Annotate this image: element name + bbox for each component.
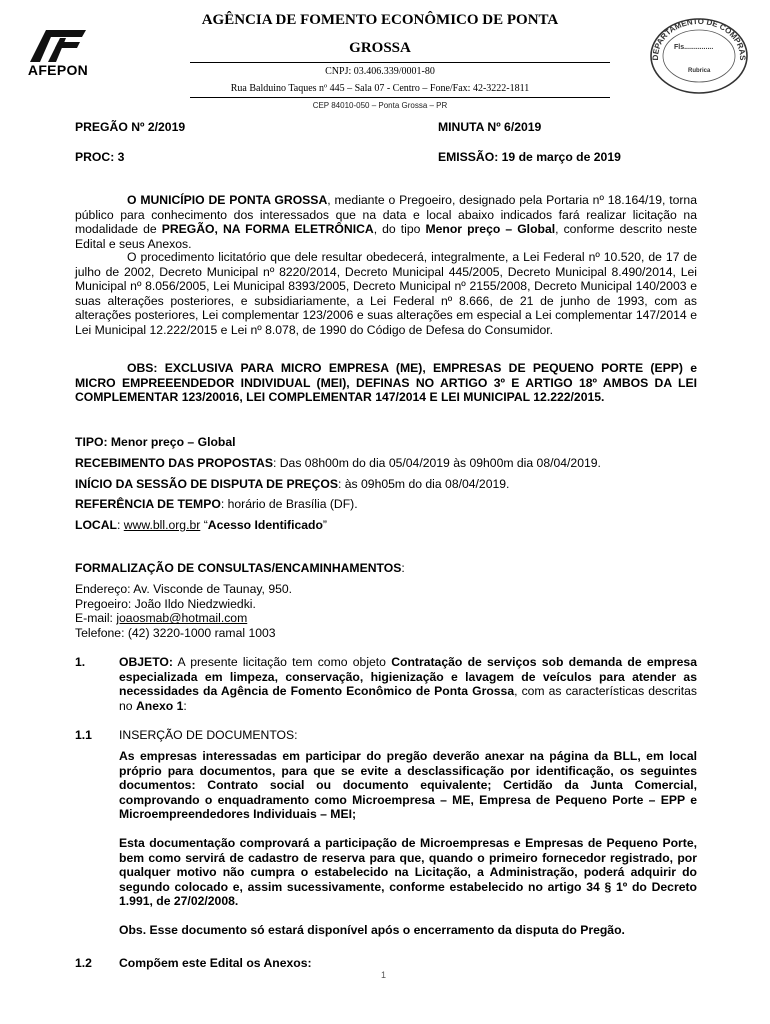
email-link[interactable]: joaosmab@hotmail.com <box>116 611 248 626</box>
formalizacao-title-text: FORMALIZAÇÃO DE CONSULTAS/ENCAMINHAMENTOS <box>75 561 402 575</box>
tipo-value: : Menor preço – Global <box>103 435 236 449</box>
recebimento-value: : Das 08h00m do dia 05/04/2019 às 09h00m dia 08/04/2019. <box>272 456 601 470</box>
emissao-date: EMISSÃO: 19 de março de 2019 <box>438 150 621 164</box>
objeto-text-a: A presente licitação tem como objeto <box>172 655 392 669</box>
email-line <box>75 611 292 626</box>
objeto-label: OBJETO: <box>119 655 173 669</box>
bll-link[interactable]: www.bll.org.br <box>123 518 201 532</box>
header-divider-top <box>190 62 610 63</box>
logo <box>20 26 96 78</box>
stamp-seal-icon <box>648 14 750 94</box>
section-1-1-paragraph-3: Obs. Esse documento só estará disponível após o encerramento da disputa do Pregão. <box>119 923 625 937</box>
minuta-number: MINUTA Nº 6/2019 <box>438 120 542 134</box>
pregao-number: PREGÃO Nº 2/2019 <box>75 120 186 134</box>
stamp-rubrica: Rubrica <box>688 68 711 74</box>
intro-paragraph-1 <box>75 193 697 251</box>
referencia-label: REFERÊNCIA DE TEMPO <box>75 497 221 511</box>
local-label: LOCAL <box>75 518 117 532</box>
formalizacao-colon: : <box>401 561 405 575</box>
contact-block <box>75 582 292 640</box>
acesso-identificado-text: Acesso Identificado <box>207 518 323 532</box>
local-sep: : <box>116 518 124 532</box>
anexo-1-ref: Anexo 1 <box>135 698 184 713</box>
formalizacao-title <box>75 561 405 576</box>
recebimento-line <box>75 456 601 471</box>
endereco-text: Endereço: Av. Visconde de Taunay, 950. <box>75 582 293 596</box>
section-1-1-title: INSERÇÃO DE DOCUMENTOS: <box>119 728 298 742</box>
modalidade-text: PREGÃO, NA FORMA ELETRÔNICA <box>161 222 374 237</box>
svg-text:DEPARTAMENTO DE COMPRAS: DEPARTAMENTO DE COMPRAS <box>650 16 748 61</box>
intro-p1-text-b: , do tipo <box>373 222 426 237</box>
page-number: 1 <box>381 970 387 980</box>
pregoeiro-text: Pregoeiro: João Ildo Niedzwiedki. <box>75 596 256 611</box>
inicio-label: INÍCIO DA SESSÃO DE DISPUTA DE PREÇOS <box>75 477 338 491</box>
stamp-fls: Fls............... <box>674 44 714 51</box>
local-quote-close: ” <box>322 518 327 532</box>
section-1-objeto <box>119 655 697 713</box>
department-stamp <box>648 14 750 94</box>
tipo-label: TIPO <box>75 435 104 449</box>
intro-paragraph-2: O procedimento licitatório que dele resultar obedecerá, integralmente, a Lei Federal nº 10.520, de 17 de julho de 2002, Decreto Municipal nº 8220/2014, Decreto Municipal 445/2005, Decreto Municipal 8.490/2014, Lei Municipal nº 8.056/2005, Lei Municipal 8393/2005, Decreto Municipal nº 2155/2008, Decreto Municipal 140/2003 e suas alterações posteriores, e subsidiariamente, a Lei Federal nº 8.666, de 21 de junho de 1993, com as alterações posteriores, Lei complementar 123/2006 e suas alterações em especial a Lei complementar 147/2014 e Lei Municipal 12.222/2015 e Lei nº 8.078, de 1990 do Código de Defesa do Consumidor. <box>75 250 697 337</box>
inicio-line <box>75 477 509 492</box>
inicio-value: : às 09h05m do dia 08/04/2019. <box>337 477 510 491</box>
address-text: Rua Balduino Taques nº 445 – Sala 07 - Centro – Fone/Fax: 42-3222-1811 <box>230 83 530 94</box>
intro-p1-text-a: , mediante o Pregoeiro, designado pela Portaria nº 18.164/19, torna público para conhecimento dos interessados que na data e local abaixo indicados fará realizar licitação na modalidade de <box>75 193 697 237</box>
section-1-2-title: Compõem este Edital os Anexos: <box>119 956 312 970</box>
objeto-description: Contratação de serviços sob demanda de empresa especializada em limpeza, conservação, higienização e lavagem de veículos para atender as necessidades da Agência de Fomento Econômico de Ponta Grossa <box>119 655 697 699</box>
section-1-1-paragraph-2: Esta documentação comprovará a participação de Microempresas e Empresas de Pequeno Porte, bem como servirá de cadastro de reserva para que, quando o primeiro fornecedor registrado, por qualquer motivo não cumpra o estabelecido na Licitação, a Administração, poderá adquirir do segundo colocado e, assim sucessivamente, conforme estabelecido no artigo 34 § 1º do Decreto 1.991, de 27/02/2008. <box>119 836 697 909</box>
section-1-1-paragraph-1: As empresas interessadas em participar do pregão deverão anexar na página da BLL, em local próprio para documentos, para que se evite a desclassificação por identificação, os seguintes documentos: Contrato social ou documento equivalente; Certidão da Junta Comercial, comprovando o enquadramento como Microempresa – ME, Empresa de Pequeno Porte – EPP e Microempreendedores Individuais – MEI; <box>119 749 697 822</box>
referencia-line <box>75 497 358 512</box>
header-divider-bottom <box>190 97 610 98</box>
afepon-logo-icon <box>20 26 96 64</box>
section-1-number: 1. <box>75 655 86 669</box>
agency-title-line2: GROSSA <box>349 40 411 56</box>
objeto-text-b: , com as características descritas no <box>119 684 697 713</box>
intro-p1-text-c: , conforme descrito neste Edital e seus Anexos. <box>75 222 697 251</box>
cep-text: CEP 84010-050 – Ponta Grossa – PR <box>312 101 448 110</box>
tipo-line <box>75 435 236 450</box>
referencia-value: : horário de Brasília (DF). <box>220 497 358 511</box>
section-1-2-number: 1.2 <box>75 956 92 970</box>
email-label: E-mail: <box>75 611 117 626</box>
local-quote-open: “ <box>200 518 208 532</box>
obs-exclusiva: OBS: EXCLUSIVA PARA MICRO EMPRESA (ME), EMPRESAS DE PEQUENO PORTE (EPP) e MICRO EMPREEENDEDOR INDIVIDUAL (MEI), DEFINAS NO ARTIGO 3º E ARTIGO 18º AMBOS DA LEI COMPLEMENTAR 123/20016, LEI COMPLEMENTAR 147/2014 E LEI MUNICIPAL 12.222/2015. <box>75 361 697 405</box>
tipo-inline-text: Menor preço – Global <box>425 222 556 237</box>
logo-text: AFEPON <box>27 62 89 78</box>
cnpj-text: CNPJ: 03.406.339/0001-80 <box>325 66 435 77</box>
local-line <box>75 518 327 533</box>
municipio-name: O MUNICÍPIO DE PONTA GROSSA <box>127 193 328 207</box>
recebimento-label: RECEBIMENTO DAS PROPOSTAS <box>75 456 273 470</box>
telefone-text: Telefone: (42) 3220-1000 ramal 1003 <box>75 625 276 640</box>
agency-title-line1: AGÊNCIA DE FOMENTO ECONÔMICO DE PONTA <box>201 12 559 28</box>
objeto-text-c: : <box>183 698 187 713</box>
proc-number: PROC: 3 <box>75 150 125 164</box>
section-1-1-number: 1.1 <box>75 728 92 742</box>
